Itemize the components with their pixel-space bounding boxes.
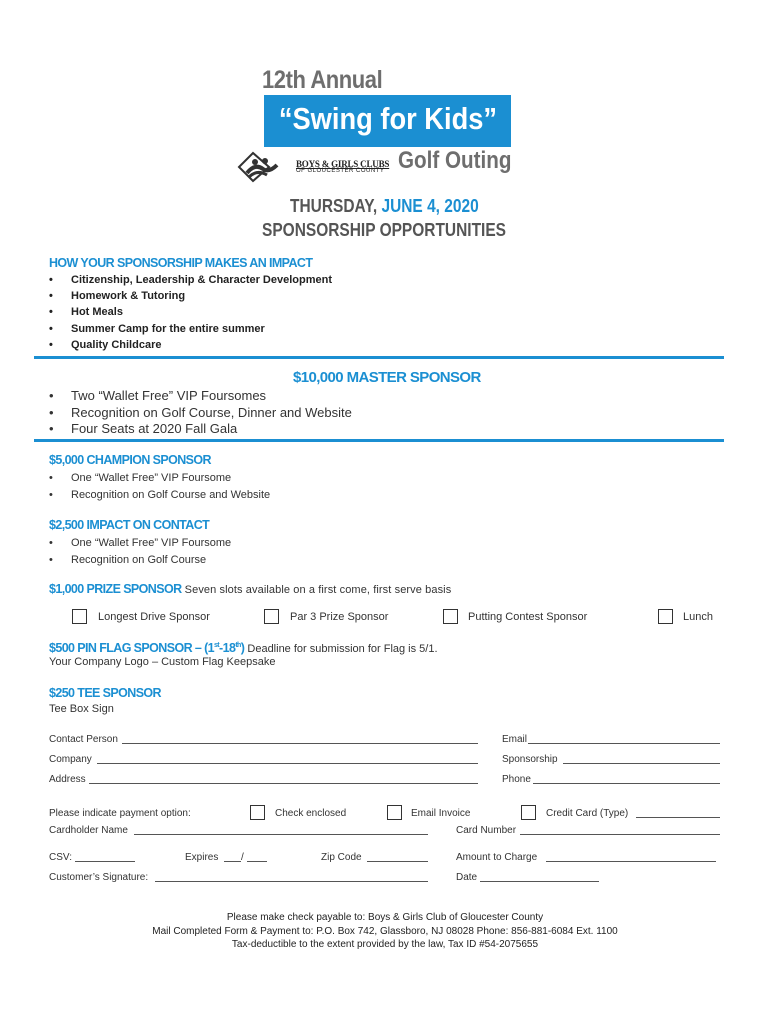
- longest-drive-checkbox[interactable]: [72, 609, 87, 624]
- signature-field[interactable]: [155, 872, 428, 882]
- club-name: BOYS & GIRLS CLUBS: [296, 159, 390, 169]
- footer-payable: Please make check payable to: Boys & Girls Club of Gloucester County: [226, 912, 544, 923]
- list-item: • One “Wallet Free” VIP Foursome: [49, 470, 270, 487]
- divider: [34, 356, 724, 359]
- csv-label: CSV:: [49, 852, 72, 863]
- check-enclosed-label: Check enclosed: [275, 808, 347, 819]
- email-label: Email: [502, 734, 528, 745]
- putting-contest-label: Putting Contest Sponsor: [468, 611, 588, 623]
- prize-sponsor-desc: Seven slots available on a first come, first serve basis: [181, 584, 452, 596]
- csv-field[interactable]: [75, 852, 135, 862]
- champion-sponsor-benefits: [49, 470, 270, 503]
- email-invoice-checkbox[interactable]: [387, 805, 402, 820]
- address-label: Address: [49, 774, 86, 785]
- phone-field[interactable]: [533, 774, 720, 784]
- list-item: • One “Wallet Free” VIP Foursome: [49, 535, 231, 552]
- event-date-value: JUNE 4, 2020: [381, 196, 479, 216]
- address-field[interactable]: [89, 774, 478, 784]
- longest-drive-label: Longest Drive Sponsor: [98, 611, 210, 623]
- pin-flag-heading: [49, 641, 244, 655]
- list-item: • Quality Childcare: [49, 337, 332, 353]
- card-number-field[interactable]: [520, 825, 720, 835]
- master-sponsor-benefits: [49, 388, 352, 438]
- company-field[interactable]: [97, 754, 478, 764]
- pin-flag-sub: Your Company Logo – Custom Flag Keepsake: [49, 656, 276, 668]
- event-edition: 12th Annual: [262, 66, 383, 94]
- pin-flag-mid: -18: [219, 641, 236, 655]
- golf-outing-label: Golf Outing: [398, 147, 512, 174]
- prize-sponsor-heading: $1,000 PRIZE SPONSOR: [49, 582, 182, 596]
- impact-on-contact-heading: $2,500 IMPACT ON CONTACT: [49, 518, 210, 532]
- sponsorship-label: Sponsorship: [502, 754, 558, 765]
- club-subname: OF GLOUCESTER COUNTY: [296, 168, 385, 174]
- lunch-checkbox[interactable]: [658, 609, 673, 624]
- email-invoice-label: Email Invoice: [411, 808, 471, 819]
- credit-card-checkbox[interactable]: [521, 805, 536, 820]
- footer-mail-address: Mail Completed Form & Payment to: P.O. Box 742, Glassboro, NJ 08028 Phone: 856-881-6084 Ext. 1100: [152, 925, 618, 937]
- sponsorship-field[interactable]: [563, 754, 720, 764]
- list-item: • Homework & Tutoring: [49, 288, 332, 304]
- pin-flag-close: ): [240, 641, 245, 655]
- cardholder-label: Cardholder Name: [49, 825, 128, 836]
- pin-flag-sup1: st: [214, 641, 220, 649]
- payment-option-label: Please indicate payment option:: [49, 808, 191, 819]
- contact-person-field[interactable]: [122, 734, 478, 744]
- champion-sponsor-heading: $5,000 CHAMPION SPONSOR: [49, 453, 211, 467]
- list-item: • Two “Wallet Free” VIP Foursomes: [49, 388, 352, 405]
- email-field[interactable]: [528, 734, 720, 744]
- impact-list: [49, 272, 332, 353]
- expires-label: Expires: [185, 852, 219, 863]
- lunch-label: Lunch: [683, 611, 713, 623]
- pin-flag-line: [49, 639, 438, 657]
- zip-code-field[interactable]: [367, 852, 428, 862]
- putting-contest-checkbox[interactable]: [443, 609, 458, 624]
- event-date: [290, 196, 479, 217]
- card-number-label: Card Number: [456, 825, 517, 836]
- company-label: Company: [49, 754, 92, 765]
- amount-field[interactable]: [546, 852, 716, 862]
- expires-separator: /: [241, 852, 244, 863]
- list-item: • Citizenship, Leadership & Character Development: [49, 272, 332, 288]
- date-field[interactable]: [480, 872, 599, 882]
- amount-label: Amount to Charge: [456, 852, 538, 863]
- tee-sponsor-sub: Tee Box Sign: [49, 703, 114, 715]
- par3-prize-label: Par 3 Prize Sponsor: [290, 611, 389, 623]
- prize-sponsor-line: [49, 580, 451, 598]
- credit-card-type-field[interactable]: [636, 808, 720, 818]
- list-item: • Summer Camp for the entire summer: [49, 321, 332, 337]
- zip-code-label: Zip Code: [321, 852, 362, 863]
- event-day: THURSDAY,: [290, 196, 382, 216]
- footer-tax-info: Tax-deductible to the extent provided by the law, Tax ID #54-2075655: [231, 939, 539, 950]
- page-subtitle: SPONSORSHIP OPPORTUNITIES: [262, 220, 507, 240]
- contact-person-label: Contact Person: [49, 734, 118, 745]
- list-item: • Recognition on Golf Course, Dinner and Website: [49, 405, 352, 422]
- tee-sponsor-heading: $250 TEE SPONSOR: [49, 686, 161, 700]
- pin-flag-sup2: th: [235, 641, 241, 649]
- club-logo: [237, 149, 295, 185]
- list-item: • Hot Meals: [49, 304, 332, 320]
- list-item: • Recognition on Golf Course and Website: [49, 487, 270, 504]
- phone-label: Phone: [502, 774, 531, 785]
- event-title: “Swing for Kids”: [278, 101, 498, 136]
- pin-flag-desc: Deadline for submission for Flag is 5/1.: [244, 643, 438, 655]
- date-label: Date: [456, 872, 478, 883]
- credit-card-label: Credit Card (Type): [546, 808, 629, 819]
- list-item: • Four Seats at 2020 Fall Gala: [49, 421, 352, 438]
- list-item: • Recognition on Golf Course: [49, 552, 231, 569]
- check-enclosed-checkbox[interactable]: [250, 805, 265, 820]
- divider: [34, 439, 724, 442]
- expires-month-field[interactable]: [224, 852, 241, 862]
- impact-heading: HOW YOUR SPONSORSHIP MAKES AN IMPACT: [49, 256, 313, 270]
- master-sponsor-heading: $10,000 MASTER SPONSOR: [293, 369, 481, 386]
- cardholder-field[interactable]: [134, 825, 428, 835]
- footer: [0, 911, 770, 952]
- expires-year-field[interactable]: [247, 852, 267, 862]
- signature-label: Customer’s Signature:: [49, 872, 149, 883]
- par3-prize-checkbox[interactable]: [264, 609, 279, 624]
- impact-on-contact-benefits: [49, 535, 231, 568]
- pin-flag-heading-text: $500 PIN FLAG SPONSOR – (1: [49, 641, 215, 655]
